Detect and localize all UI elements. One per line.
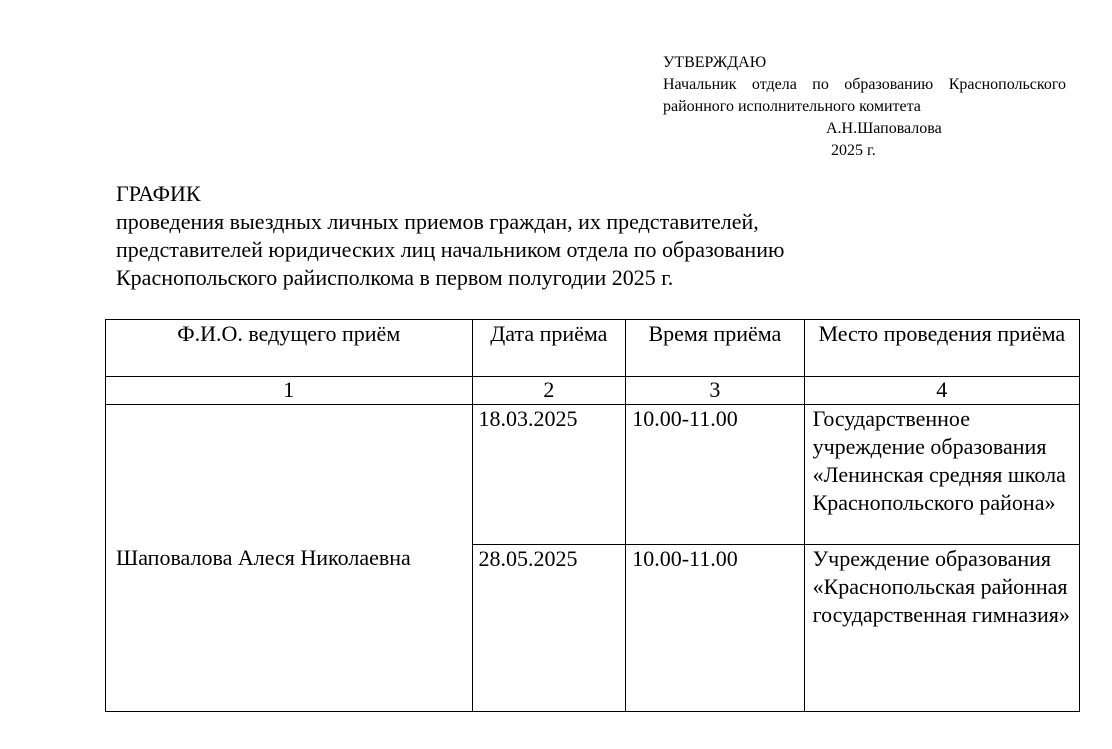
date-cell: 28.05.2025 <box>472 545 626 712</box>
table-row <box>106 405 1080 545</box>
column-number: 3 <box>626 377 804 405</box>
column-number-row <box>106 377 1080 405</box>
approval-caption: УТВЕРЖДАЮ <box>663 54 767 71</box>
approval-signer: А.Н.Шаповалова <box>826 120 942 137</box>
place-cell: Государственное учреждение образования «Ленинская средняя школа Краснопольского района» <box>804 405 1079 545</box>
time-cell: 10.00-11.00 <box>626 545 804 712</box>
approval-role: Начальник отдела по образованию Краснопольского районного исполнительного комитета <box>663 76 1066 115</box>
document-title <box>116 180 896 292</box>
header-time: Время приёма <box>626 320 804 377</box>
column-number: 2 <box>472 377 626 405</box>
header-fio: Ф.И.О. ведущего приём <box>106 320 473 377</box>
title-description: проведения выездных личных приемов граждан, их представителей, представителей юридических лиц начальником отдела по образованию Краснопольского райисполкома в первом полугодии 2025 г. <box>116 209 785 290</box>
date-cell: 18.03.2025 <box>472 405 626 545</box>
approval-block <box>663 52 1066 162</box>
column-number: 1 <box>106 377 473 405</box>
schedule-table <box>105 319 1080 712</box>
header-date: Дата приёма <box>472 320 626 377</box>
person-name: Шаповалова Алеся Николаевна <box>106 405 473 712</box>
approval-year: 2025 г. <box>831 142 876 159</box>
title-heading: ГРАФИК <box>116 181 201 206</box>
header-place: Место проведения приёма <box>804 320 1079 377</box>
header-row <box>106 320 1080 377</box>
place-cell: Учреждение образования «Краснопольская районная государственная гимназия» <box>804 545 1079 712</box>
column-number: 4 <box>804 377 1079 405</box>
time-cell: 10.00-11.00 <box>626 405 804 545</box>
